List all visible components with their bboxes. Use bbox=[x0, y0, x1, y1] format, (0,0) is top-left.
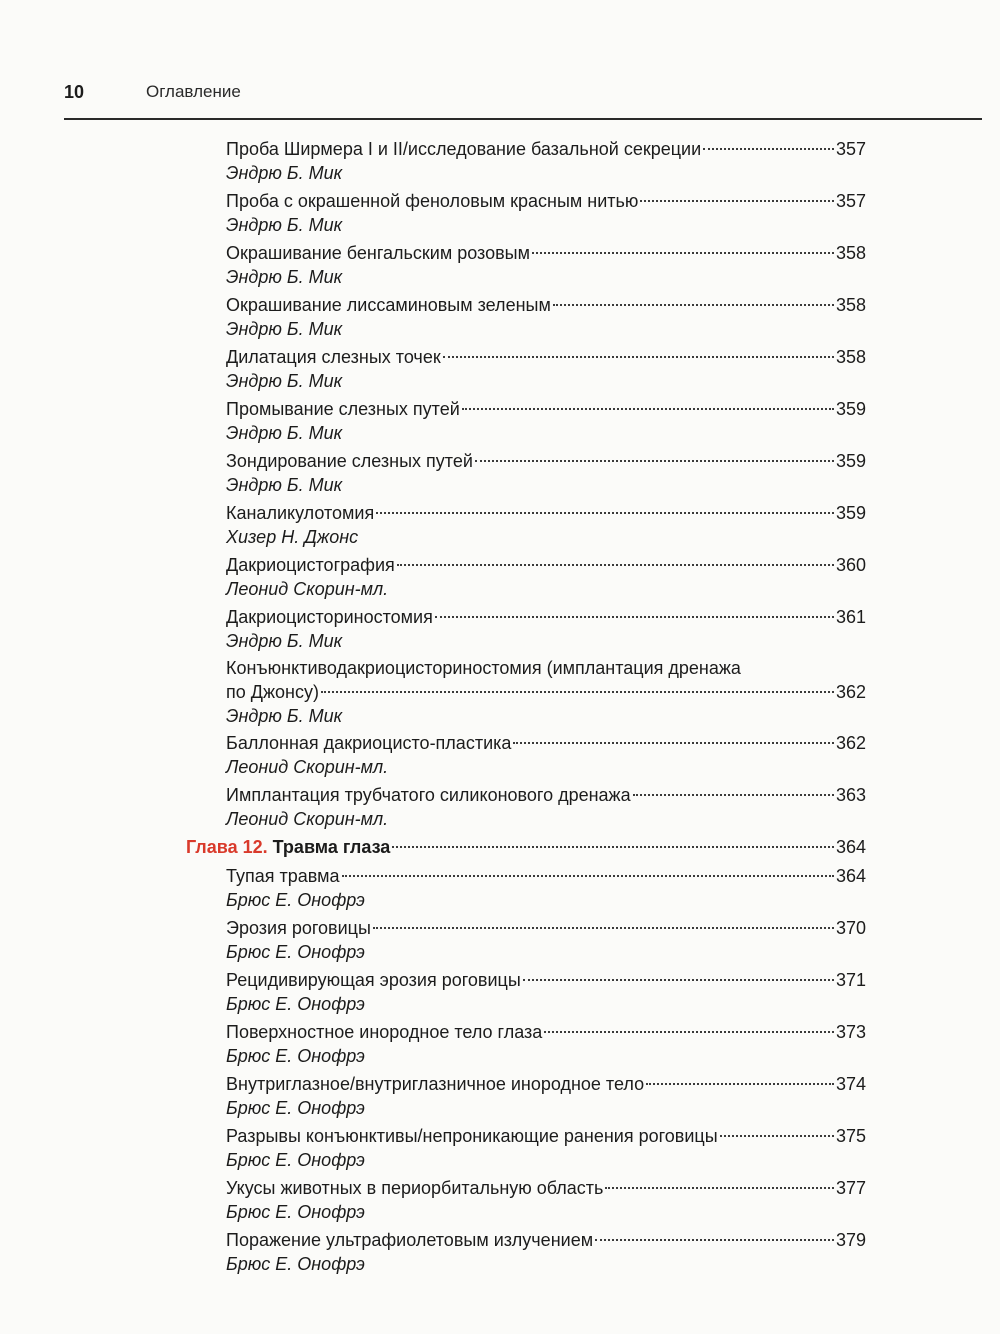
toc-entry[interactable] bbox=[226, 916, 866, 964]
entry-page: 359 bbox=[835, 451, 866, 471]
entry-page: 362 bbox=[835, 682, 866, 702]
entry-page: 360 bbox=[835, 555, 866, 575]
entry-page: 379 bbox=[835, 1230, 866, 1250]
entry-page: 377 bbox=[835, 1178, 866, 1198]
dot-leader bbox=[321, 691, 834, 693]
dot-leader bbox=[553, 304, 834, 306]
entry-author: Эндрю Б. Мик bbox=[226, 371, 343, 391]
dot-leader bbox=[342, 875, 834, 877]
entry-author: Брюс Е. Онофрэ bbox=[226, 1046, 365, 1066]
entry-page: 358 bbox=[835, 243, 866, 263]
entry-title: Баллонная дакриоцисто-пластика bbox=[226, 733, 512, 753]
entry-title: Рецидивирующая эрозия роговицы bbox=[226, 970, 521, 990]
dot-leader bbox=[633, 794, 834, 796]
entry-author: Брюс Е. Онофрэ bbox=[226, 1254, 365, 1274]
chapter-heading[interactable] bbox=[186, 835, 866, 859]
entry-title: Каналикулотомия bbox=[226, 503, 375, 523]
entry-title: Окрашивание бенгальским розовым bbox=[226, 243, 530, 263]
entry-title: Проба Ширмера I и II/исследование базальной секреции bbox=[226, 139, 702, 159]
entry-title: Поражение ультрафиолетовым излучением bbox=[226, 1230, 594, 1250]
entry-page: 371 bbox=[835, 970, 866, 990]
toc-entry[interactable] bbox=[226, 731, 866, 779]
entry-author: Эндрю Б. Мик bbox=[226, 163, 343, 183]
entry-page: 358 bbox=[835, 347, 866, 367]
entry-author: Эндрю Б. Мик bbox=[226, 215, 343, 235]
toc-entry[interactable] bbox=[226, 293, 866, 341]
toc-entry[interactable] bbox=[226, 864, 866, 912]
entry-title: Промывание слезных путей bbox=[226, 399, 460, 419]
entry-author: Эндрю Б. Мик bbox=[226, 319, 343, 339]
dot-leader bbox=[435, 616, 834, 618]
entry-title: Тупая травма bbox=[226, 866, 340, 886]
page-number: 10 bbox=[64, 82, 85, 102]
entry-title: Зондирование слезных путей bbox=[226, 451, 473, 471]
entry-page: 370 bbox=[835, 918, 866, 938]
dot-leader bbox=[443, 356, 834, 358]
dot-leader bbox=[373, 927, 834, 929]
dot-leader bbox=[392, 846, 834, 848]
entry-title: Дакриоцисториностомия bbox=[226, 607, 433, 627]
dot-leader bbox=[523, 979, 834, 981]
entry-title: Разрывы конъюнктивы/непроникающие ранения роговицы bbox=[226, 1126, 718, 1146]
toc-entry[interactable] bbox=[226, 1124, 866, 1172]
toc-entry[interactable] bbox=[226, 1176, 866, 1224]
toc-entry[interactable] bbox=[226, 137, 866, 185]
entry-author: Леонид Скорин-мл. bbox=[226, 757, 389, 777]
toc-entry[interactable] bbox=[226, 397, 866, 445]
entry-author: Леонид Скорин-мл. bbox=[226, 579, 389, 599]
entry-author: Брюс Е. Онофрэ bbox=[226, 1150, 365, 1170]
entry-author: Эндрю Б. Мик bbox=[226, 706, 343, 726]
entry-author: Эндрю Б. Мик bbox=[226, 423, 343, 443]
entry-author: Эндрю Б. Мик bbox=[226, 475, 343, 495]
toc-entry[interactable] bbox=[226, 1020, 866, 1068]
entry-title: Имплантация трубчатого силиконового дренажа bbox=[226, 785, 631, 805]
entry-title: по Джонсу) bbox=[226, 682, 319, 702]
dot-leader bbox=[397, 564, 834, 566]
entry-page: 357 bbox=[835, 191, 866, 211]
dot-leader bbox=[513, 742, 834, 744]
entry-page: 359 bbox=[835, 503, 866, 523]
toc-entry[interactable] bbox=[226, 605, 866, 653]
toc-entry[interactable] bbox=[226, 553, 866, 601]
entry-author: Эндрю Б. Мик bbox=[226, 631, 343, 651]
entry-author: Эндрю Б. Мик bbox=[226, 267, 343, 287]
toc-entry[interactable] bbox=[226, 656, 866, 728]
entry-title: Проба с окрашенной феноловым красным нитью bbox=[226, 191, 639, 211]
toc-entry[interactable] bbox=[226, 783, 866, 831]
entry-title: Окрашивание лиссаминовым зеленым bbox=[226, 295, 551, 315]
chapter-title: Травма глаза bbox=[272, 837, 391, 857]
entry-page: 361 bbox=[835, 607, 866, 627]
entry-title: Дакриоцистография bbox=[226, 555, 395, 575]
toc-entry[interactable] bbox=[226, 968, 866, 1016]
dot-leader bbox=[532, 252, 834, 254]
chapter-label: Глава 12. bbox=[186, 837, 273, 857]
entry-author: Брюс Е. Онофрэ bbox=[226, 890, 365, 910]
entry-author: Леонид Скорин-мл. bbox=[226, 809, 389, 829]
entry-title: Укусы животных в периорбитальную область bbox=[226, 1178, 604, 1198]
toc-entry[interactable] bbox=[226, 241, 866, 289]
entry-page: 373 bbox=[835, 1022, 866, 1042]
entry-page: 357 bbox=[835, 139, 866, 159]
entry-title-line1: Конъюнктиводакриоцисториностомия (имплантация дренажа bbox=[226, 658, 741, 678]
dot-leader bbox=[462, 408, 834, 410]
entry-author: Брюс Е. Онофрэ bbox=[226, 942, 365, 962]
chapter-page: 364 bbox=[835, 837, 866, 857]
dot-leader bbox=[640, 200, 834, 202]
entry-author: Брюс Е. Онофрэ bbox=[226, 1098, 365, 1118]
entry-page: 374 bbox=[835, 1074, 866, 1094]
entry-title: Внутриглазное/внутриглазничное инородное тело bbox=[226, 1074, 645, 1094]
toc-entry[interactable] bbox=[226, 501, 866, 549]
toc-entry[interactable] bbox=[226, 345, 866, 393]
dot-leader bbox=[703, 148, 834, 150]
entry-page: 363 bbox=[835, 785, 866, 805]
entry-page: 364 bbox=[835, 866, 866, 886]
entry-title: Поверхностное инородное тело глаза bbox=[226, 1022, 543, 1042]
dot-leader bbox=[605, 1187, 834, 1189]
entry-title: Дилатация слезных точек bbox=[226, 347, 441, 367]
entry-title: Эрозия роговицы bbox=[226, 918, 371, 938]
dot-leader bbox=[475, 460, 834, 462]
dot-leader bbox=[595, 1239, 834, 1241]
entry-author: Брюс Е. Онофрэ bbox=[226, 994, 365, 1014]
running-title: Оглавление bbox=[146, 82, 241, 101]
toc-entry[interactable] bbox=[226, 189, 866, 237]
dot-leader bbox=[646, 1083, 834, 1085]
dot-leader bbox=[544, 1031, 834, 1033]
entry-author: Хизер Н. Джонс bbox=[226, 527, 359, 547]
toc-entry[interactable] bbox=[226, 449, 866, 497]
entry-page: 359 bbox=[835, 399, 866, 419]
toc-entry[interactable] bbox=[226, 1228, 866, 1276]
entry-page: 375 bbox=[835, 1126, 866, 1146]
dot-leader bbox=[720, 1135, 834, 1137]
toc-entry[interactable] bbox=[226, 1072, 866, 1120]
dot-leader bbox=[376, 512, 834, 514]
entry-page: 362 bbox=[835, 733, 866, 753]
entry-author: Брюс Е. Онофрэ bbox=[226, 1202, 365, 1222]
entry-page: 358 bbox=[835, 295, 866, 315]
